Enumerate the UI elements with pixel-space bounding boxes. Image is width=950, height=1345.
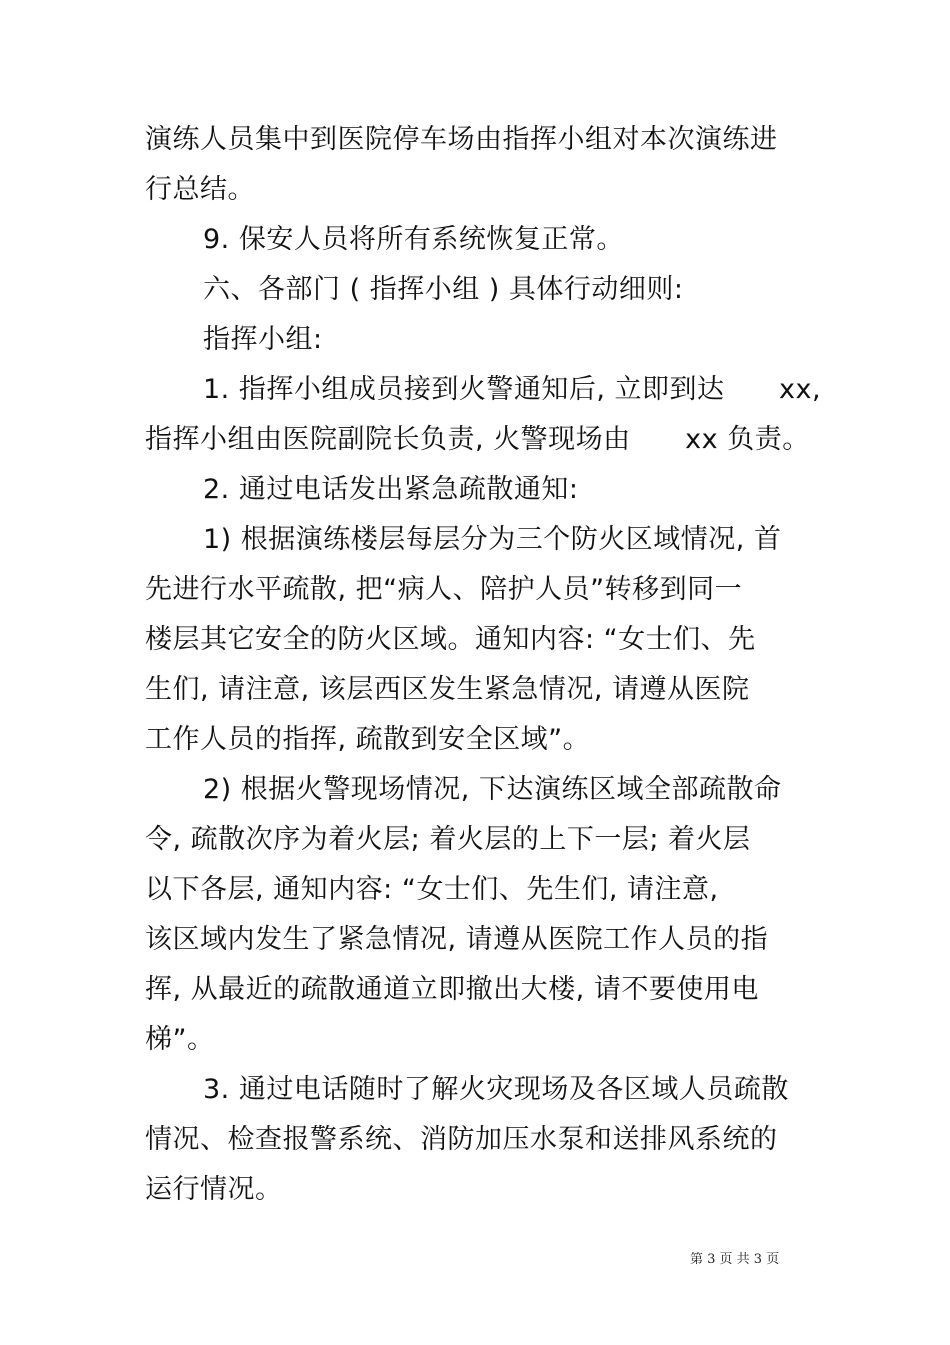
paragraph-line: 挥, 从最近的疏散通道立即撤出大楼, 请不要使用电 (145, 974, 759, 1005)
paragraph-line: 1) 根据演练楼层每层分为三个防火区域情况, 首 (203, 524, 782, 555)
paragraph-line: 生们, 请注意, 该层西区发生紧急情况, 请遵从医院 (145, 674, 750, 705)
paragraph-line: 演练人员集中到医院停车场由指挥小组对本次演练进 (145, 124, 778, 155)
paragraph-line: 工作人员的指挥, 疏散到安全区域”。 (145, 724, 591, 755)
paragraph-line: 运行情况。 (145, 1174, 283, 1205)
paragraph-line: 1. 指挥小组成员接到火警通知后, 立即到达 xx, (203, 374, 822, 405)
paragraph-line: 行总结。 (145, 174, 255, 205)
paragraph-line: 2) 根据火警现场情况, 下达演练区域全部疏散命 (203, 774, 782, 805)
paragraph-line: 该区域内发生了紧急情况, 请遵从医院工作人员的指 (145, 924, 769, 955)
paragraph-line: 3. 通过电话随时了解火灾现场及各区域人员疏散 (203, 1074, 789, 1105)
paragraph-line: 以下各层, 通知内容: “女士们、先生们, 请注意, (145, 874, 719, 905)
paragraph-line: 令, 疏散次序为着火层; 着火层的上下一层; 着火层 (145, 824, 751, 855)
paragraph-line: 先进行水平疏散, 把“病人、陪护人员”转移到同一 (145, 574, 743, 605)
section-heading: 六、各部门 ( 指挥小组 ) 具体行动细则: (203, 274, 684, 305)
paragraph-line: 指挥小组由医院副院长负责, 火警现场由 xx 负责。 (145, 424, 810, 455)
paragraph-line: 梯”。 (145, 1024, 215, 1055)
paragraph-line: 楼层其它安全的防火区域。通知内容: “女士们、先 (145, 624, 756, 655)
paragraph-line: 情况、检查报警系统、消防加压水泵和送排风系统的 (145, 1124, 778, 1155)
page-number-footer: 第 3 页 共 3 页 (690, 1252, 780, 1267)
paragraph-line: 9. 保安人员将所有系统恢复正常。 (203, 224, 624, 255)
paragraph-line: 2. 通过电话发出紧急疏散通知: (203, 474, 579, 505)
subsection-heading: 指挥小组: (203, 324, 323, 355)
